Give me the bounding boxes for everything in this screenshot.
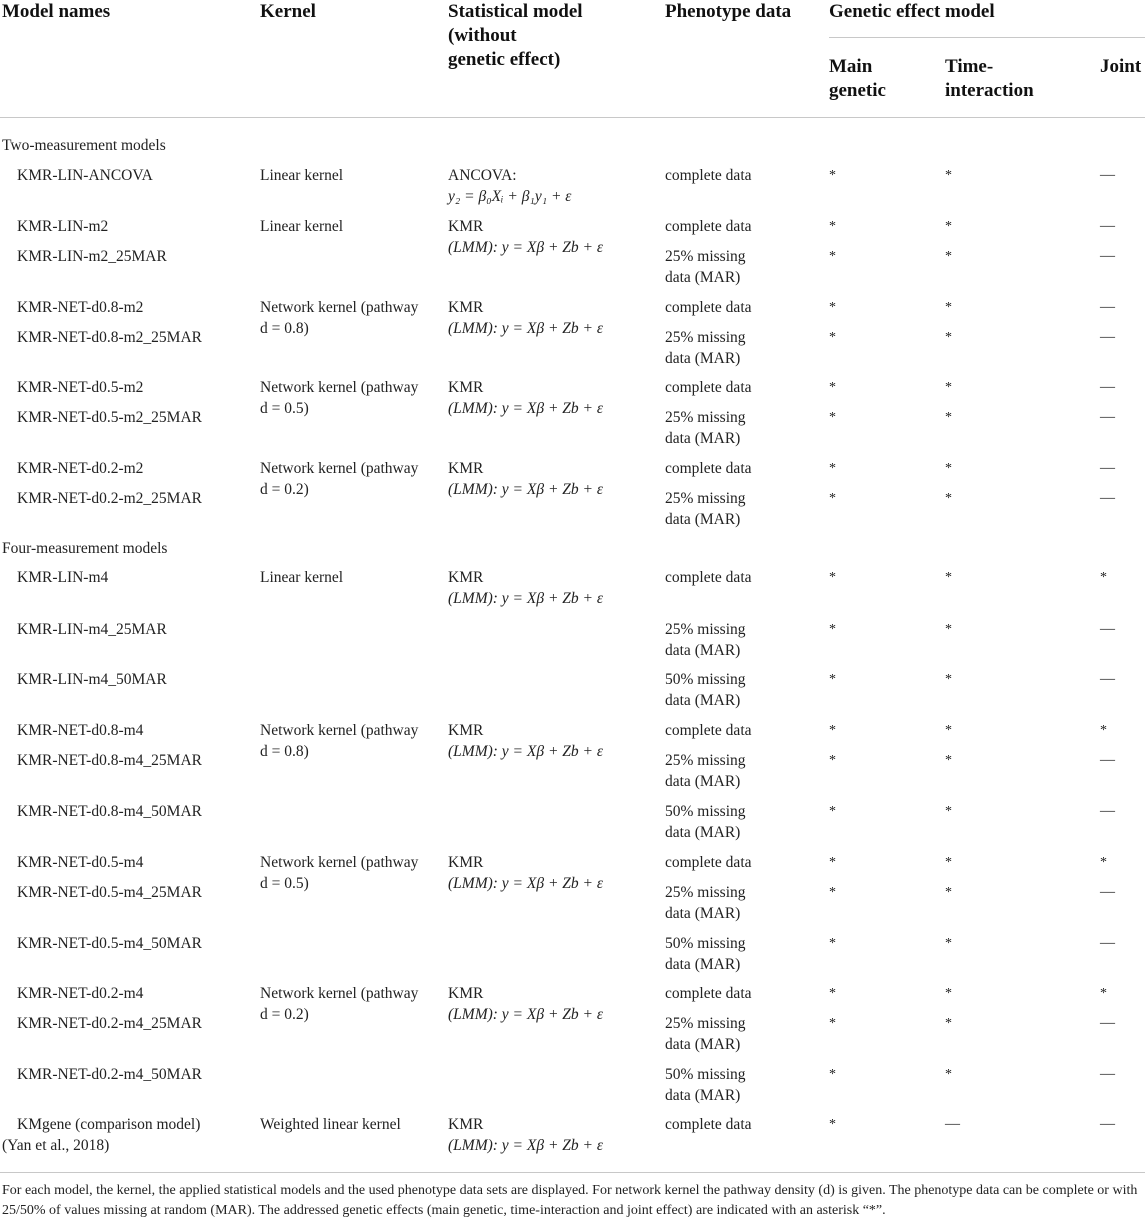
joint-mark: — — [1100, 218, 1115, 234]
stat-model-formula: (LMM): y = Xβ + Zb + ε — [448, 481, 603, 498]
model-name: KMR-NET-d0.2-m2 — [17, 460, 144, 477]
header-joint: Joint — [1100, 56, 1142, 77]
kernel: Network kernel (pathway d = 0.8) — [260, 299, 419, 337]
kernel: Linear kernel — [260, 167, 344, 184]
time-interaction-mark: — — [945, 1116, 960, 1132]
stat-model-formula: (LMM): y = Xβ + Zb + ε — [448, 743, 603, 760]
header-kernel: Kernel — [260, 1, 316, 22]
joint-mark: — — [1100, 884, 1115, 900]
time-interaction-mark: * — [945, 855, 952, 870]
stat-model-formula: y₂ = β₀Xᵢ + β₁y₁ + ε — [448, 188, 572, 205]
time-interaction-mark: * — [945, 1067, 952, 1082]
joint-mark: * — [1100, 723, 1107, 738]
phenotype-data: 25% missing data (MAR) — [665, 490, 746, 528]
stat-model-formula: (LMM): y = Xβ + Zb + ε — [448, 1006, 603, 1023]
phenotype-data: complete data — [665, 167, 752, 184]
joint-mark: — — [1100, 409, 1115, 425]
kernel: Linear kernel — [260, 218, 344, 235]
model-name: KMR-NET-d0.5-m4_50MAR — [17, 935, 203, 952]
main-genetic-mark: * — [829, 168, 836, 183]
joint-mark: — — [1100, 803, 1115, 819]
phenotype-data: 25% missing data (MAR) — [665, 409, 746, 447]
time-interaction-mark: * — [945, 219, 952, 234]
phenotype-data: 25% missing data (MAR) — [665, 1015, 746, 1053]
phenotype-data: complete data — [665, 854, 752, 871]
model-citation: (Yan et al., 2018) — [2, 1137, 110, 1154]
time-interaction-mark: * — [945, 461, 952, 476]
phenotype-data: 25% missing data (MAR) — [665, 329, 746, 367]
time-interaction-mark: * — [945, 330, 952, 345]
time-interaction-mark: * — [945, 885, 952, 900]
phenotype-data: complete data — [665, 460, 752, 477]
phenotype-data: complete data — [665, 218, 752, 235]
joint-mark: * — [1100, 570, 1107, 585]
main-genetic-mark: * — [829, 491, 836, 506]
main-genetic-mark: * — [829, 380, 836, 395]
time-interaction-mark: * — [945, 491, 952, 506]
model-name: KMR-LIN-ANCOVA — [17, 167, 153, 184]
model-name: KMR-NET-d0.2-m4_25MAR — [17, 1015, 203, 1032]
main-genetic-mark: * — [829, 1067, 836, 1082]
phenotype-data: 25% missing data (MAR) — [665, 248, 746, 286]
stat-model-name: KMR — [448, 460, 484, 477]
time-interaction-mark: * — [945, 753, 952, 768]
time-interaction-mark: * — [945, 936, 952, 951]
joint-mark: — — [1100, 1066, 1115, 1082]
model-name-line: KMgene (comparison model) — [17, 1116, 201, 1133]
joint-mark: — — [1100, 167, 1115, 183]
joint-mark: — — [1100, 935, 1115, 951]
joint-mark: * — [1100, 986, 1107, 1001]
phenotype-data: 50% missing data (MAR) — [665, 1066, 746, 1104]
table-bottom-rule — [0, 1172, 1145, 1173]
time-interaction-mark: * — [945, 249, 952, 264]
stat-model-formula: (LMM): y = Xβ + Zb + ε — [448, 239, 603, 256]
joint-mark: * — [1100, 855, 1107, 870]
main-genetic-mark: * — [829, 672, 836, 687]
joint-mark: — — [1100, 248, 1115, 264]
stat-model-name: KMR — [448, 722, 484, 739]
model-name: KMR-NET-d0.8-m4 — [17, 722, 144, 739]
stat-model-formula: (LMM): y = Xβ + Zb + ε — [448, 875, 603, 892]
model-name: KMR-LIN-m2_25MAR — [17, 248, 167, 265]
joint-mark: — — [1100, 1116, 1115, 1132]
time-interaction-mark: * — [945, 380, 952, 395]
stat-model-name: KMR — [448, 854, 484, 871]
phenotype-data: complete data — [665, 985, 752, 1002]
joint-mark: — — [1100, 1015, 1115, 1031]
phenotype-data: 25% missing data (MAR) — [665, 752, 746, 790]
model-name: KMR-LIN-m4_25MAR — [17, 621, 167, 638]
main-genetic-mark: * — [829, 622, 836, 637]
main-genetic-mark: * — [829, 1016, 836, 1031]
main-genetic-mark: * — [829, 461, 836, 476]
main-genetic-mark: * — [829, 300, 836, 315]
header-bottom-rule — [0, 117, 1145, 118]
model-name: KMR-LIN-m4_50MAR — [17, 671, 167, 688]
joint-mark: — — [1100, 752, 1115, 768]
joint-mark: — — [1100, 621, 1115, 637]
model-name: KMR-NET-d0.5-m4 — [17, 854, 144, 871]
stat-model-name: KMR — [448, 1116, 484, 1133]
model-name: KMR-NET-d0.5-m2 — [17, 379, 144, 396]
main-genetic-mark: * — [829, 410, 836, 425]
header-model-names: Model names — [2, 1, 111, 22]
kernel: Network kernel (pathway d = 0.8) — [260, 722, 419, 760]
model-name: KMR-LIN-m4 — [17, 569, 109, 586]
main-genetic-mark: * — [829, 1117, 836, 1132]
time-interaction-mark: * — [945, 986, 952, 1001]
time-interaction-mark: * — [945, 804, 952, 819]
stat-model-name: KMR — [448, 569, 484, 586]
main-genetic-mark: * — [829, 219, 836, 234]
model-name: KMR-NET-d0.8-m2_25MAR — [17, 329, 203, 346]
phenotype-data: complete data — [665, 379, 752, 396]
stat-model-name: KMR — [448, 299, 484, 316]
header-phenotype-data: Phenotype data — [665, 1, 792, 22]
main-genetic-mark: * — [829, 986, 836, 1001]
group-label: Two-measurement models — [2, 137, 166, 154]
main-genetic-mark: * — [829, 570, 836, 585]
main-genetic-mark: * — [829, 804, 836, 819]
header-time-interaction: Time- interaction — [945, 56, 1034, 101]
phenotype-data: complete data — [665, 299, 752, 316]
joint-mark: — — [1100, 299, 1115, 315]
kernel: Linear kernel — [260, 569, 344, 586]
time-interaction-mark: * — [945, 410, 952, 425]
stat-model-name: ANCOVA: — [448, 167, 517, 184]
main-genetic-mark: * — [829, 885, 836, 900]
model-name: KMR-NET-d0.2-m2_25MAR — [17, 490, 203, 507]
main-genetic-mark: * — [829, 723, 836, 738]
phenotype-data: 25% missing data (MAR) — [665, 884, 746, 922]
joint-mark: — — [1100, 671, 1115, 687]
header-statistical-model: Statistical model (without genetic effect) — [448, 1, 583, 70]
joint-mark: — — [1100, 460, 1115, 476]
main-genetic-mark: * — [829, 753, 836, 768]
main-genetic-mark: * — [829, 855, 836, 870]
time-interaction-mark: * — [945, 168, 952, 183]
time-interaction-mark: * — [945, 672, 952, 687]
stat-model-formula: (LMM): y = Xβ + Zb + ε — [448, 400, 603, 417]
phenotype-data: 50% missing data (MAR) — [665, 803, 746, 841]
model-name: KMR-NET-d0.8-m4_25MAR — [17, 752, 203, 769]
kernel: Network kernel (pathway d = 0.5) — [260, 854, 419, 892]
phenotype-data: 25% missing data (MAR) — [665, 621, 746, 659]
header-genetic-effect-model: Genetic effect model — [829, 1, 995, 22]
stat-model-formula: (LMM): y = Xβ + Zb + ε — [448, 320, 603, 337]
table-footnote: For each model, the kernel, the applied statistical models and the used phenotype data sets are displayed. For network kernel the pathway density (d) is given. The phenotype data can be complete or with 25/50% of values missing at random (MAR). The addressed genetic effects (main genetic, time-interaction and joint effect) are indicated with an asterisk “*”. — [2, 1183, 1138, 1218]
phenotype-data: 50% missing data (MAR) — [665, 671, 746, 709]
model-name: KMR-LIN-m2 — [17, 218, 109, 235]
stat-model-formula: (LMM): y = Xβ + Zb + ε — [448, 590, 603, 607]
time-interaction-mark: * — [945, 622, 952, 637]
joint-mark: — — [1100, 490, 1115, 506]
stat-model-formula: (LMM): y = Xβ + Zb + ε — [448, 1137, 603, 1154]
model-name: KMR-NET-d0.8-m4_50MAR — [17, 803, 203, 820]
kernel: Weighted linear kernel — [260, 1116, 401, 1133]
model-name: KMR-NET-d0.8-m2 — [17, 299, 144, 316]
stat-model-name: KMR — [448, 218, 484, 235]
kernel: Network kernel (pathway d = 0.2) — [260, 460, 419, 498]
phenotype-data: complete data — [665, 1116, 752, 1133]
model-name: KMR-NET-d0.2-m4 — [17, 985, 144, 1002]
model-name: KMR-NET-d0.2-m4_50MAR — [17, 1066, 203, 1083]
joint-mark: — — [1100, 379, 1115, 395]
main-genetic-mark: * — [829, 249, 836, 264]
model-name — [2, 1114, 257, 1156]
joint-mark: — — [1100, 329, 1115, 345]
header-main-genetic: Main genetic — [829, 56, 886, 101]
model-name: KMR-NET-d0.5-m4_25MAR — [17, 884, 203, 901]
time-interaction-mark: * — [945, 1016, 952, 1031]
kernel: Network kernel (pathway d = 0.2) — [260, 985, 419, 1023]
phenotype-data: 50% missing data (MAR) — [665, 935, 746, 973]
time-interaction-mark: * — [945, 300, 952, 315]
phenotype-data: complete data — [665, 722, 752, 739]
stat-model-name: KMR — [448, 985, 484, 1002]
group-label: Four-measurement models — [2, 540, 168, 557]
time-interaction-mark: * — [945, 723, 952, 738]
phenotype-data: complete data — [665, 569, 752, 586]
main-genetic-mark: * — [829, 936, 836, 951]
header-subrule — [829, 37, 1145, 38]
kernel: Network kernel (pathway d = 0.5) — [260, 379, 419, 417]
stat-model-name: KMR — [448, 379, 484, 396]
time-interaction-mark: * — [945, 570, 952, 585]
main-genetic-mark: * — [829, 330, 836, 345]
model-name: KMR-NET-d0.5-m2_25MAR — [17, 409, 203, 426]
